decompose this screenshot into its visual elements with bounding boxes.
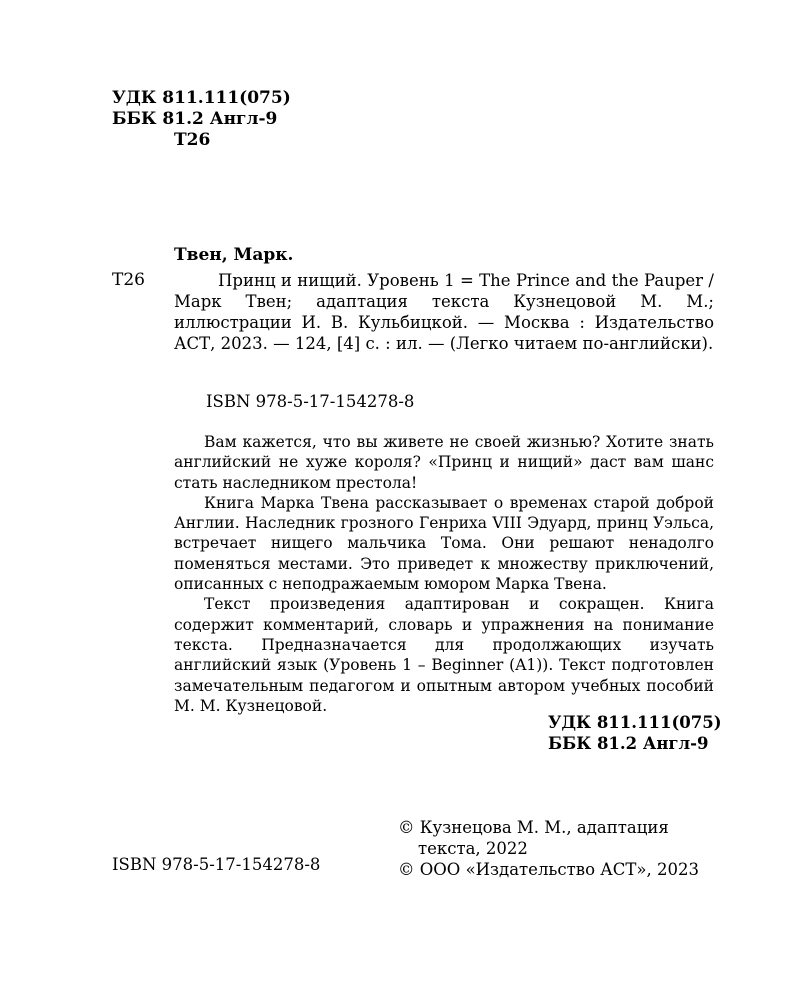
bbk-code: ББК 81.2 Англ-9 <box>112 109 278 129</box>
copyright-adaptation: © Кузнецова М. М., адаптация <box>398 818 669 837</box>
bibliographic-description <box>174 270 714 354</box>
bbk-code-footer: ББК 81.2 Англ-9 <box>548 734 709 753</box>
author-mark-side: Т26 <box>112 270 145 290</box>
copyright-adaptation-cont: текста, 2022 <box>418 839 528 858</box>
author-heading: Твен, Марк. <box>174 245 294 265</box>
bibliographic-text: Принц и нищий. Уровень 1 = The Prince and the Pauper / Марк Твен; адаптация текста Кузнецовой М. М.; иллюстрации И. В. Кульбицкой. — Москва : Издательство АСТ, 2023. — 124, [4] с. : ил. — (Легко читаем по-английски). <box>174 271 714 353</box>
classification-footer <box>548 712 722 754</box>
classification-block <box>112 88 291 151</box>
annotation-paragraph: Вам кажется, что вы живете не своей жизнью? Хотите знать английский не хуже короля? «Принц и нищий» даст вам шанс стать наследником престола! <box>174 433 714 492</box>
isbn-line: ISBN 978-5-17-154278-8 <box>206 392 415 411</box>
udk-code: УДК 811.111(075) <box>112 88 291 108</box>
annotation-paragraph: Текст произведения адаптирован и сокращен. Книга содержит комментарий, словарь и упражнения на понимание текста. Предназначается для продолжающих изучать английский язык (Уровень 1 – Beginner (A1)). Текст подготовлен замечательным педагогом и опытным автором учебных пособий М. М. Кузнецовой. <box>174 595 714 715</box>
udk-code-footer: УДК 811.111(075) <box>548 713 722 732</box>
copyright-block <box>398 817 728 880</box>
copyright-publisher: © ООО «Издательство АСТ», 2023 <box>398 860 699 879</box>
author-mark: Т26 <box>174 130 211 150</box>
isbn-footer: ISBN 978-5-17-154278-8 <box>112 855 321 874</box>
annotation <box>174 432 714 716</box>
annotation-paragraph: Книга Марка Твена рассказывает о временах старой доброй Англии. Наследник грозного Генриха VIII Эдуард, принц Уэльса, встречает нищего мальчика Тома. Они решают ненадолго поменяться местами. Это приведет к множеству приключений, описанных с неподражаемым юмором Марка Твена. <box>174 493 714 594</box>
